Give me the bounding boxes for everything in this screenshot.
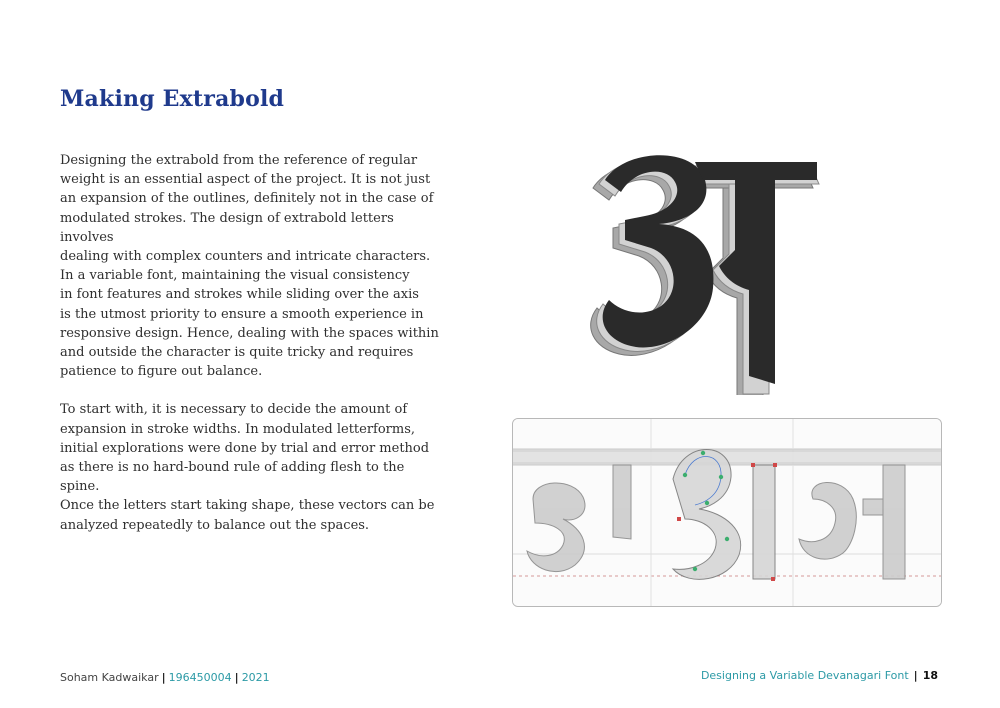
body-text <box>60 151 440 554</box>
footer-project <box>701 669 938 682</box>
footer-year: 2021 <box>241 671 270 684</box>
footer-separator: | <box>234 671 239 684</box>
footer-separator: | <box>913 669 918 682</box>
font-editor-illustration <box>512 418 942 607</box>
devanagari-dha-glyph-icon <box>585 140 830 395</box>
font-editor-vector-icon <box>513 419 941 606</box>
paragraph-2: To start with, it is necessary to decide the amount of expansion in stroke widths. In modulated letterforms, initial explorations were done by trial and error method as there is no hard-bound rule of adding flesh to the spine. Once the letters start taking shape, these vectors can be analyzed repeatedly to balance out the spaces. <box>60 402 435 533</box>
page-number: 18 <box>922 669 938 682</box>
footer-credits <box>60 671 270 684</box>
paragraph-1: Designing the extrabold from the reference of regular weight is an essential aspect of the project. It is not just an expansion of the outlines, definitely not in the case of modulated strokes. The design of extrabold letters involves dealing with complex counters and intricate characters. In a variable font, maintaining the visual consistency in font features and strokes while sliding over the axis is the utmost priority to ensure a smooth experience in responsive design. Hence, dealing with the spaces within and outside the character is quite tricky and requires patience to figure out balance. <box>60 153 439 380</box>
footer-author: Soham Kadwaikar <box>60 671 159 684</box>
footer-roll-number: 196450004 <box>168 671 232 684</box>
footer-separator: | <box>161 671 166 684</box>
page-title: Making Extrabold <box>60 86 285 112</box>
footer-project-title: Designing a Variable Devanagari Font <box>700 669 909 682</box>
large-glyph-illustration <box>585 140 830 395</box>
